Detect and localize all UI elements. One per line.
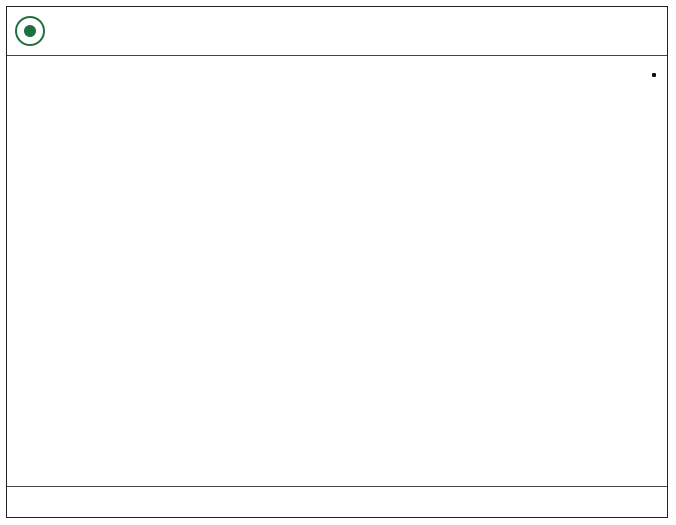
notice-header (7, 7, 667, 56)
logo (15, 13, 165, 49)
issuer-signature (7, 486, 667, 517)
notice-body (15, 63, 659, 461)
logo-emblem-icon (15, 16, 45, 46)
tender-notice (6, 6, 668, 518)
